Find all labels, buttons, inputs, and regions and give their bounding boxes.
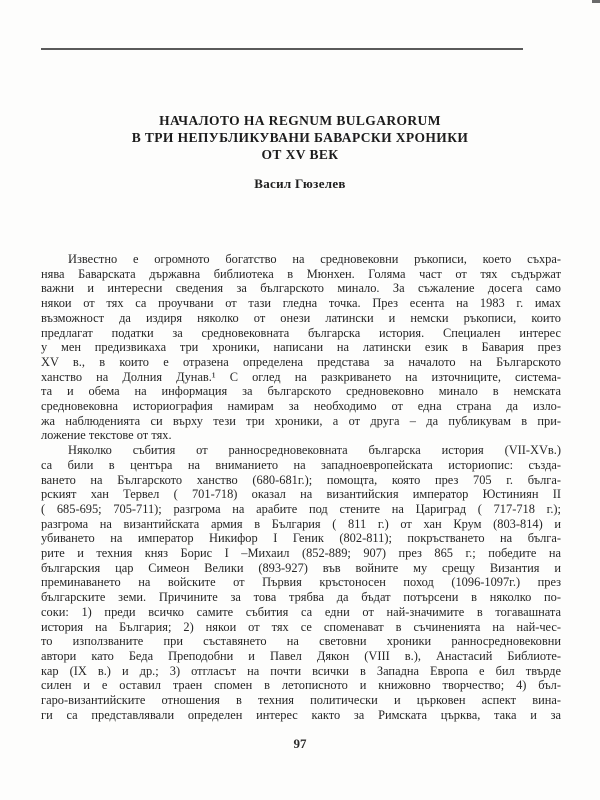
text-line: XV в., в които е отразена определена представа за началото на Българското (41, 354, 561, 369)
text-line: нява Баварската държавна библиотека в Мюнхен. Голяма част от тях съдържат (41, 266, 561, 281)
text-line: българските земи. Причините за това трябва да бъдат потърсени в няколко по- (41, 590, 561, 605)
text-line: рите и техния княз Борис I –Михаил (852-889; 907) през 865 г.; победите на (41, 546, 561, 561)
page-number: 97 (293, 736, 307, 751)
title-line-2: В ТРИ НЕПУБЛИКУВАНИ БАВАРСКИ ХРОНИКИ (131, 130, 469, 145)
text-line: жа наблюденията си върху тези три хроники, а от друга – да публикувам в при- (41, 413, 561, 428)
text-line: гаро-византийските отношения в техния политически и църковен аспект вина- (41, 693, 561, 708)
text-line: рският хан Тервел ( 701-718) оказал на византийския император Юстиниян II (41, 487, 561, 502)
paragraph-2 (41, 443, 561, 722)
text-line: преминаването на войските от Първия кръстоносен поход (1096-1097г.) през (41, 575, 561, 590)
text-line: разгрома на византийската армия в България ( 811 г.) от хан Крум (803-814) и (41, 516, 561, 531)
text-line: българския цар Симеон Велики (893-927) във войните му срещу Византия и (41, 560, 561, 575)
text-line: соки: 1) преди всичко самите събития са едни от най-значимите в тогавашната (41, 604, 561, 619)
text-line: убиването на император Никифор I Геник (802-811); покръстването на бълга- (41, 531, 561, 546)
text-line: ( 685-695; 705-711); разгрома на арабите под стените на Цариград ( 717-718 г.); (41, 501, 561, 516)
text-line: са били в центъра на вниманието на западноевропейската историопис: създа- (41, 457, 561, 472)
paragraph-1 (41, 252, 561, 443)
author-name: Васил Гюзелев (254, 176, 346, 191)
text-line: Няколко събития от ранносредновековната българска история (VII-XVв.) (68, 443, 561, 458)
text-line: кар (IX в.) и др.; 3) отгласът на почти всички в Западна Европа е бил твърде (41, 663, 561, 678)
text-line: ги са представлявали определен интерес както за Римската църква, така и за (41, 707, 561, 722)
text-line: Известно е огромното богатство на средновековни ръкописи, което съхра- (68, 252, 561, 266)
text-line: някои от тях са проучвани от тази гледна точка. През есента на 1983 г. имах (41, 296, 561, 311)
scan-artifact (592, 0, 600, 3)
text-line: предлагат податки за средновековната българска история. Специален интерес (41, 325, 561, 340)
text-line: ханство на Долния Дунав.¹ С оглед на разкриването на източниците, система- (41, 369, 561, 384)
text-line: история на България; 2) някои от тях се споменават в съчиненията на най-чес- (41, 619, 561, 634)
text-line: то използваните при съставянето на световни хроники ранносредновековни (41, 634, 561, 649)
header-rule (41, 48, 523, 50)
text-line: възможност да издиря няколко от онези латински и немски ръкописи, които (41, 310, 561, 325)
text-line: ложение текстове от тях. (41, 428, 172, 443)
text-line: автори като Беда Преподобни и Павел Дякон (VIII в.), Анастасий Библиоте- (41, 648, 561, 663)
text-line: важни и интересни сведения за българското минало. За съжаление досега само (41, 281, 561, 296)
title-line-1: НАЧАЛОТО НА REGNUM BULGARORUM (159, 113, 441, 128)
article-body (41, 252, 561, 723)
text-line: та и обема на информация за българското средновековно минало в немската (41, 384, 561, 399)
text-line: силен и е оставил траен спомен в летописното и книжовно творчество; 4) бъл- (41, 678, 561, 693)
title-line-3: ОТ XV ВЕК (261, 147, 339, 162)
text-line: ването на Българското ханство (680-681г.); помощта, която през 705 г. бълга- (41, 472, 561, 487)
text-line: у мен предизвикаха три хроники, написани на латински език в Бавария през (41, 340, 561, 355)
text-line: средновековна историография намирам за необходимо от една страна да изло- (41, 399, 561, 414)
article-title (0, 112, 600, 163)
